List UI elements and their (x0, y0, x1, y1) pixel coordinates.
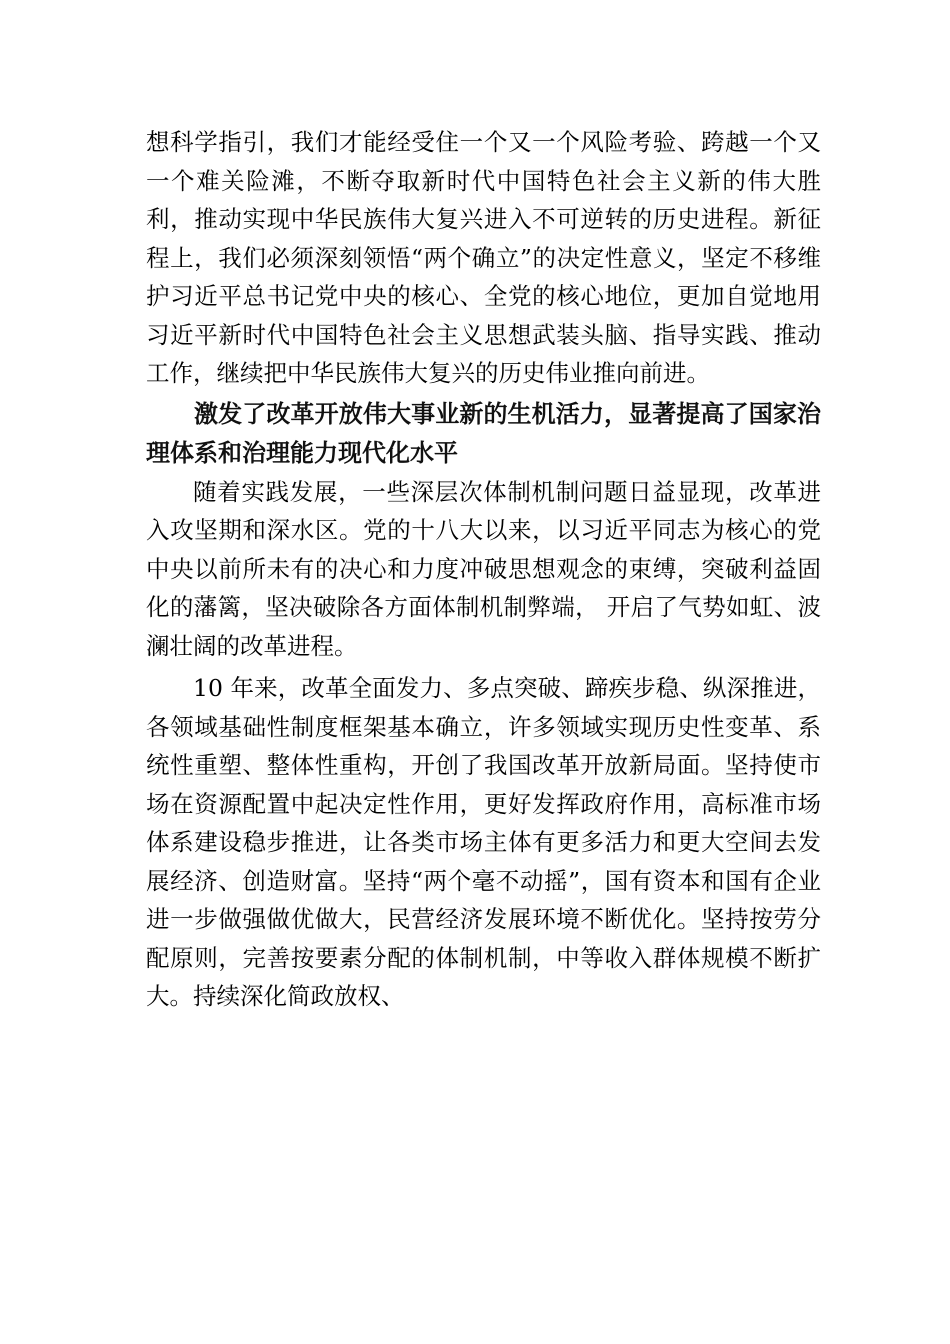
paragraph-reform-background: 随着实践发展，一些深层次体制机制问题日益显现，改革进入攻坚期和深水区。党的十八大以来，以习近平同志为核心的党中央以前所未有的决心和力度冲破思想观念的束缚，突破利益固化的藩篱，坚决破除各方面体制机制弊端， 开启了气势如虹、波澜壮阔的改革进程。 (146, 477, 821, 660)
paragraph-continuation: 想科学指引，我们才能经受住一个又一个风险考验、跨越一个又一个难关险滩，不断夺取新时代中国特色社会主义新的伟大胜利，推动实现中华民族伟大复兴进入不可逆转的历史进程。新征程上，我们必须深刻领悟“两个确立”的决定性意义，坚定不移维护习近平总书记党中央的核心、全党的核心地位，更加自觉地用习近平新时代中国特色社会主义思想武装头脑、指导实践、推动工作，继续把中华民族伟大复兴的历史伟业推向前进。 (146, 128, 821, 387)
document-body (146, 123, 821, 1016)
paragraph-reform-achievements: 10 年来，改革全面发力、多点突破、蹄疾步稳、纵深推进，各领域基础性制度框架基本确立，许多领域实现历史性变革、系统性重塑、整体性重构，开创了我国改革开放新局面。坚持使市场在资源配置中起决定性作用，更好发挥政府作用，高标准市场体系建设稳步推进，让各类市场主体有更多活力和更大空间去发展经济、创造财富。坚持“两个毫不动摇”，国有资本和国有企业进一步做强做优做大，民营经济发展环境不断优化。坚持按劳分配原则，完善按要素分配的体制机制，中等收入群体规模不断扩大。持续深化简政放权、 (146, 674, 821, 1010)
section-heading: 激发了改革开放伟大事业新的生机活力，显著提高了国家治理体系和治理能力现代化水平 (146, 399, 821, 467)
